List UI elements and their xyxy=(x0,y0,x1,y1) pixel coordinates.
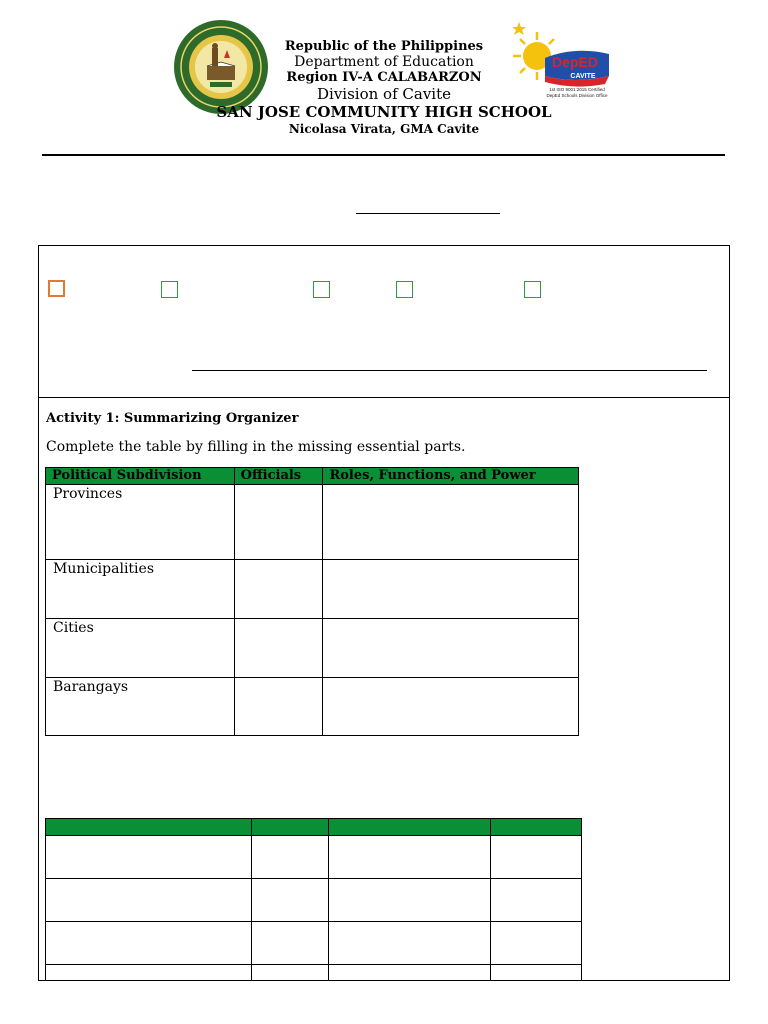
blank-header-cell xyxy=(46,819,252,836)
roles-cell[interactable] xyxy=(323,560,579,619)
header-divider xyxy=(42,154,725,156)
officials-cell[interactable] xyxy=(234,560,323,619)
table-row xyxy=(46,678,579,736)
school-name: SAN JOSE COMMUNITY HIGH SCHOOL xyxy=(216,103,552,121)
name-blank-line[interactable] xyxy=(192,370,707,371)
row-label-cities: Cities xyxy=(46,619,235,678)
blank-cell[interactable] xyxy=(46,836,252,879)
blank-cell[interactable] xyxy=(491,879,582,922)
header-officials: Officials xyxy=(234,468,323,485)
division-heading: Division of Cavite xyxy=(317,85,451,103)
blank-cell[interactable] xyxy=(329,922,491,965)
school-address: Nicolasa Virata, GMA Cavite xyxy=(288,122,480,136)
table-row xyxy=(46,560,579,619)
section-divider xyxy=(39,397,729,398)
checkbox-4[interactable] xyxy=(396,281,413,298)
row-label-municipalities: Municipalities xyxy=(46,560,235,619)
checkbox-1[interactable] xyxy=(48,280,65,297)
row-label-provinces: Provinces xyxy=(46,485,235,560)
table-row xyxy=(46,619,579,678)
row-label-barangays: Barangays xyxy=(46,678,235,736)
blank-cell[interactable] xyxy=(491,965,582,981)
table-header-row xyxy=(46,819,582,836)
blank-header-cell xyxy=(251,819,329,836)
activity-title: Activity 1: Summarizing Organizer xyxy=(46,411,299,426)
officials-cell[interactable] xyxy=(234,619,323,678)
roles-cell[interactable] xyxy=(323,485,579,560)
blank-cell[interactable] xyxy=(491,836,582,879)
roles-cell[interactable] xyxy=(323,619,579,678)
blank-cell[interactable] xyxy=(46,922,252,965)
blank-cell[interactable] xyxy=(329,836,491,879)
officials-cell[interactable] xyxy=(234,678,323,736)
second-activity-table xyxy=(45,818,582,981)
checkbox-3[interactable] xyxy=(313,281,330,298)
roles-cell[interactable] xyxy=(323,678,579,736)
region-heading: Region IV-A CALABARZON xyxy=(286,70,482,85)
summarizing-organizer-table xyxy=(45,467,579,736)
blank-cell[interactable] xyxy=(251,922,329,965)
blank-cell[interactable] xyxy=(251,965,329,981)
svg-text:1st ISO 9001:2015 Certified: 1st ISO 9001:2015 Certified xyxy=(549,87,605,92)
header-political-subdivision: Political Subdivision xyxy=(46,468,235,485)
blank-cell[interactable] xyxy=(46,879,252,922)
svg-text:DepEd Schools Division Office: DepEd Schools Division Office xyxy=(546,93,608,98)
table-row xyxy=(46,879,582,922)
table-header-row xyxy=(46,468,579,485)
blank-cell[interactable] xyxy=(251,879,329,922)
table-row xyxy=(46,965,582,981)
header-roles-functions-power: Roles, Functions, and Power xyxy=(323,468,579,485)
blank-cell[interactable] xyxy=(329,879,491,922)
department-heading: Department of Education xyxy=(294,54,474,70)
activity-instruction: Complete the table by filling in the missing essential parts. xyxy=(46,439,466,455)
officials-cell[interactable] xyxy=(234,485,323,560)
checkbox-5[interactable] xyxy=(524,281,541,298)
svg-text:CAVITE: CAVITE xyxy=(570,73,596,80)
blank-cell[interactable] xyxy=(329,965,491,981)
republic-heading: Republic of the Philippines xyxy=(284,39,484,54)
title-blank-line[interactable] xyxy=(356,213,500,214)
checkbox-2[interactable] xyxy=(161,281,178,298)
blank-cell[interactable] xyxy=(251,836,329,879)
blank-header-cell xyxy=(329,819,491,836)
svg-text:DepED: DepED xyxy=(552,54,598,70)
blank-header-cell xyxy=(491,819,582,836)
table-row xyxy=(46,836,582,879)
blank-cell[interactable] xyxy=(491,922,582,965)
table-row xyxy=(46,922,582,965)
blank-cell[interactable] xyxy=(46,965,252,981)
table-row xyxy=(46,485,579,560)
